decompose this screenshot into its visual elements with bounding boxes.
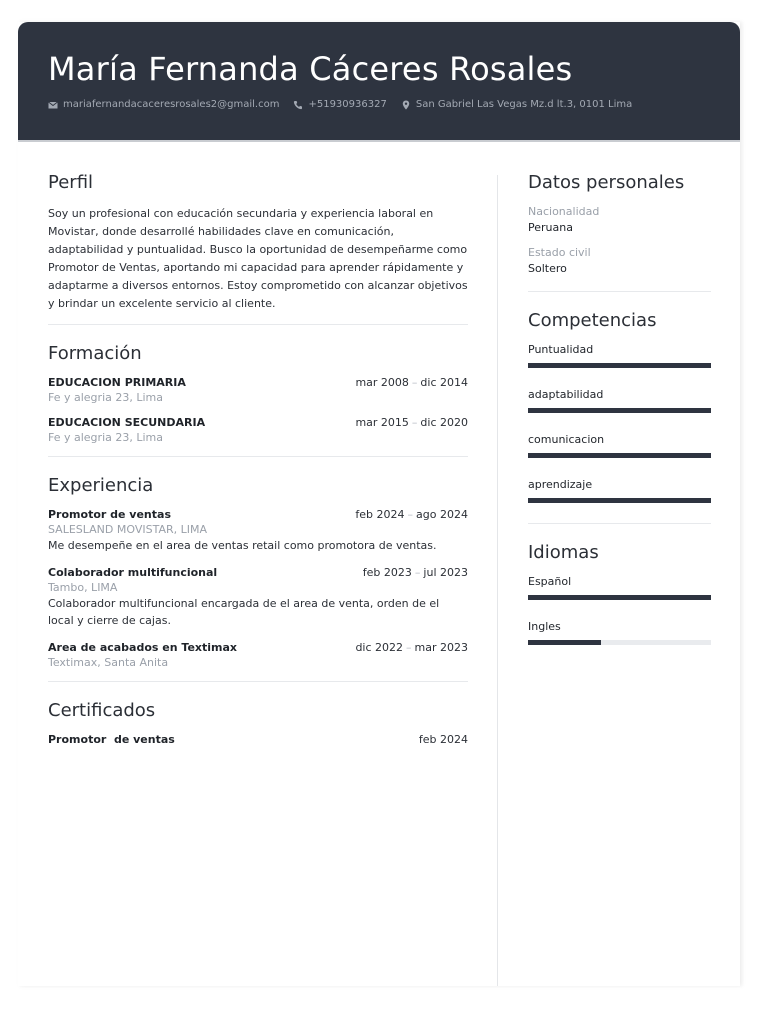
resume-header xyxy=(18,22,740,142)
language-bar-fill xyxy=(528,595,711,600)
entry-place: Tambo, LIMA xyxy=(48,581,118,594)
skill-item xyxy=(528,433,711,458)
contact-email xyxy=(48,99,279,110)
skill-item xyxy=(528,388,711,413)
education-section xyxy=(48,343,468,444)
skill-bar-fill xyxy=(528,408,711,413)
skill-bar-fill xyxy=(528,363,711,368)
skills-title: Competencias xyxy=(528,310,657,331)
entry-title: Promotor de ventas xyxy=(48,733,175,746)
language-bar-fill xyxy=(528,640,601,645)
divider xyxy=(528,523,711,524)
languages-section xyxy=(528,542,711,645)
skill-item xyxy=(528,478,711,503)
contact-info xyxy=(48,99,646,110)
entry-description: Me desempeñe en el area de ventas retail como promotora de ventas. xyxy=(48,539,437,552)
languages-title: Idiomas xyxy=(528,542,599,563)
skill-name: aprendizaje xyxy=(528,478,593,491)
entry-title: EDUCACION SECUNDARIA xyxy=(48,416,206,429)
skill-bar-fill xyxy=(528,453,711,458)
profile-title: Perfil xyxy=(48,172,94,193)
entry-date: feb 2024 xyxy=(418,733,468,746)
address-text: San Gabriel Las Vegas Mz.d lt.3, 0101 Lima xyxy=(415,99,633,110)
personal-section xyxy=(528,172,711,275)
email-text: mariafernandacaceresrosales2@gmail.com xyxy=(63,99,280,110)
education-title: Formación xyxy=(48,343,142,364)
experience-entry xyxy=(48,566,468,629)
skill-bar xyxy=(528,408,711,413)
contact-phone xyxy=(293,99,386,110)
entry-title: Colaborador multifuncional xyxy=(48,566,218,579)
skill-bar xyxy=(528,363,711,368)
column-divider xyxy=(497,175,498,986)
language-name: Español xyxy=(528,575,572,588)
skill-item xyxy=(528,343,711,368)
skill-bar xyxy=(528,498,711,503)
skill-name: Puntualidad xyxy=(528,343,594,356)
skill-name: comunicacion xyxy=(528,433,605,446)
entry-place: Fe y alegria 23, Lima xyxy=(48,391,163,404)
divider xyxy=(48,681,468,682)
entry-title: EDUCACION PRIMARIA xyxy=(48,376,186,389)
language-bar xyxy=(528,595,711,600)
envelope-icon xyxy=(48,100,58,110)
contact-address xyxy=(401,99,632,110)
location-pin-icon xyxy=(401,100,411,110)
entry-place: Textimax, Santa Anita xyxy=(48,656,169,669)
entry-date: dic 2022 – mar 2023 xyxy=(355,641,468,654)
entry-description: Colaborador multifuncional encargada de el area de venta, orden de el local y cierre de cajas. xyxy=(48,597,440,627)
language-name: Ingles xyxy=(528,620,561,633)
experience-entry xyxy=(48,508,468,554)
entry-title: Promotor de ventas xyxy=(48,508,171,521)
entry-date: mar 2015 – dic 2020 xyxy=(355,416,468,429)
entry-date: feb 2023 – jul 2023 xyxy=(362,566,468,579)
certificates-title: Certificados xyxy=(48,700,156,721)
language-bar xyxy=(528,640,711,645)
certificate-entry xyxy=(48,733,468,746)
phone-icon xyxy=(293,100,303,110)
skill-bar-fill xyxy=(528,498,711,503)
entry-place: SALESLAND MOVISTAR, LIMA xyxy=(48,523,207,536)
nationality-label: Nacionalidad xyxy=(528,205,600,218)
candidate-name: María Fernanda Cáceres Rosales xyxy=(48,50,573,88)
skills-section xyxy=(528,310,711,503)
experience-title: Experiencia xyxy=(48,475,154,496)
phone-text: +51930936327 xyxy=(308,99,387,110)
skill-name: adaptabilidad xyxy=(528,388,604,401)
entry-place: Fe y alegria 23, Lima xyxy=(48,431,163,444)
profile-text: Soy un profesional con educación secundaria y experiencia laboral en Movistar, donde desarrollé habilidades clave en comunicación, adaptabilidad y puntualidad. Busco la oportunidad de desempeñarme como Promotor de Ventas, aportando mi capacidad para aprender rápidamente y adaptarme a diversos entornos. Estoy comprometido con alcanzar objetivos y brindar un excelente servicio al cliente. xyxy=(48,207,468,310)
main-column xyxy=(48,172,468,758)
personal-title: Datos personales xyxy=(528,172,685,193)
education-entry xyxy=(48,376,468,404)
civil-status-label: Estado civil xyxy=(528,246,591,259)
sidebar-column xyxy=(528,172,711,665)
profile-section xyxy=(48,172,468,313)
language-item xyxy=(528,575,711,600)
skill-bar xyxy=(528,453,711,458)
entry-date: mar 2008 – dic 2014 xyxy=(355,376,468,389)
experience-section xyxy=(48,475,468,669)
entry-title: Area de acabados en Textimax xyxy=(48,641,238,654)
experience-entry xyxy=(48,641,468,669)
certificates-section xyxy=(48,700,468,746)
resume-page xyxy=(18,22,740,986)
divider xyxy=(48,324,468,325)
language-item xyxy=(528,620,711,645)
entry-date: feb 2024 – ago 2024 xyxy=(355,508,468,521)
divider xyxy=(48,456,468,457)
education-entry xyxy=(48,416,468,444)
civil-status-value: Soltero xyxy=(528,262,567,275)
nationality-value: Peruana xyxy=(528,221,573,234)
divider xyxy=(528,291,711,292)
